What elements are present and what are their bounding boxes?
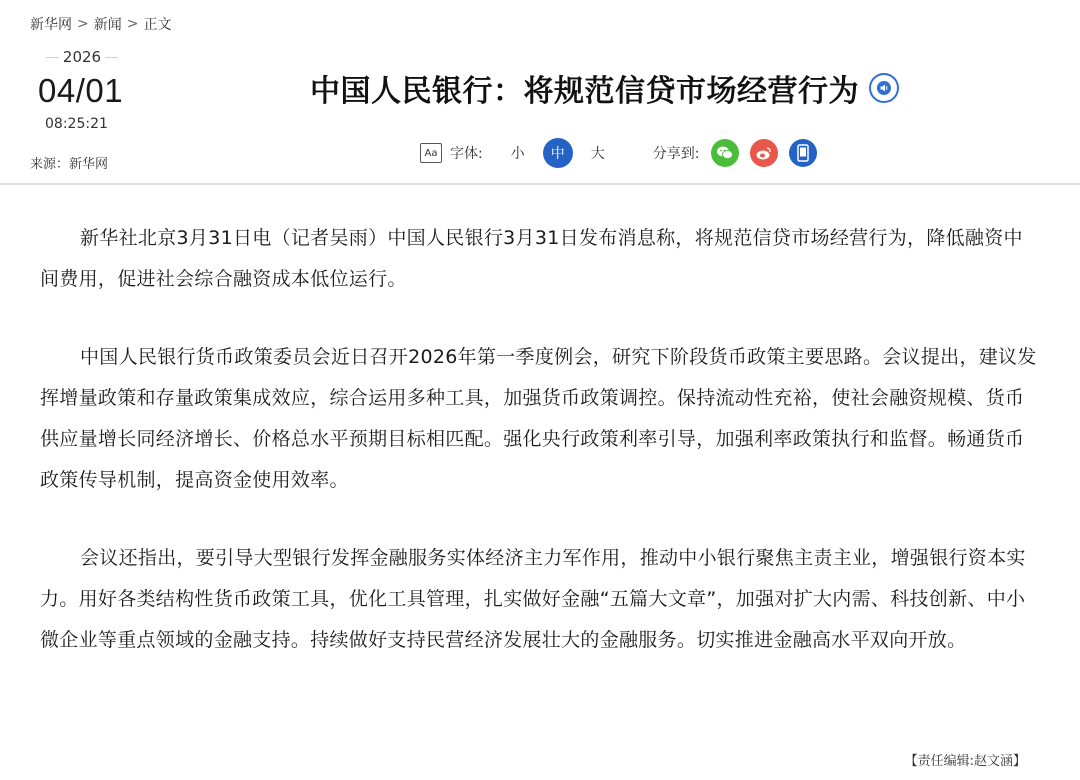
publish-day: 04/01 <box>38 72 124 109</box>
share-mobile-button[interactable] <box>789 139 817 167</box>
breadcrumb-current: 正文 <box>143 17 172 33</box>
font-size-icon: Aa <box>420 143 442 163</box>
breadcrumb-news[interactable]: 新闻 <box>93 17 122 33</box>
article-title: 中国人民银行：将规范信贷市场经营行为 <box>310 74 859 109</box>
share-wechat-button[interactable] <box>711 139 739 167</box>
article-paragraph: 会议还指出，要引导大型银行发挥金融服务实体经济主力军作用，推动中小银行聚焦主责主业，增强银行资本实力。用好各类结构性货币政策工具，优化工具管理，扎实做好金融“五篇大文章”，加强对扩大内需、科技创新、中小微企业等重点领域的金融支持。持续做好支持民营经济发展壮大的金融服务。切实推进金融高水平双向开放。 <box>40 547 1026 651</box>
publish-time: 08:25:21 <box>45 116 108 132</box>
mobile-icon <box>796 144 810 162</box>
font-size-large[interactable]: 大 <box>590 146 605 162</box>
title-row <box>310 66 899 110</box>
breadcrumb-separator: > <box>77 16 89 32</box>
weibo-icon <box>755 145 773 161</box>
speaker-button[interactable] <box>869 73 899 103</box>
year-rule-left <box>46 57 59 58</box>
publish-year-row <box>42 48 122 66</box>
wechat-icon <box>716 145 734 161</box>
article-paragraph: 中国人民银行货币政策委员会近日召开2026年第一季度例会，研究下阶段货币政策主要思路。会议提出，建议发挥增量政策和存量政策集成效应，综合运用多种工具，加强货币政策调控。保持流动性充裕，使社会融资规模、货币供应量增长同经济增长、价格总水平预期目标相匹配。强化央行政策利率引导，加强利率政策执行和监督。畅通货币政策传导机制，提高资金使用效率。 <box>40 346 1037 491</box>
publish-year: 2026 <box>62 48 102 66</box>
breadcrumb <box>30 14 171 34</box>
font-size-label: 字体: <box>450 146 483 162</box>
font-size-small[interactable]: 小 <box>510 146 525 162</box>
speaker-icon <box>876 80 892 96</box>
article-body <box>40 218 1040 698</box>
article-paragraph: 新华社北京3月31日电（记者吴雨）中国人民银行3月31日发布消息称，将规范信贷市场经营行为，降低融资中间费用，促进社会综合融资成本低位运行。 <box>40 227 1023 290</box>
breadcrumb-home[interactable]: 新华网 <box>30 17 72 33</box>
responsible-editor: 【责任编辑:赵文涵】 <box>904 754 1026 769</box>
share-label: 分享到: <box>652 146 700 162</box>
breadcrumb-separator: > <box>126 16 139 32</box>
header-divider <box>0 183 1080 185</box>
article-source: 来源：新华网 <box>30 157 109 172</box>
font-size-medium[interactable]: 中 <box>543 138 573 168</box>
year-rule-right <box>105 57 118 58</box>
article-toolbar <box>420 138 828 168</box>
share-weibo-button[interactable] <box>750 139 778 167</box>
publish-date <box>30 48 122 132</box>
